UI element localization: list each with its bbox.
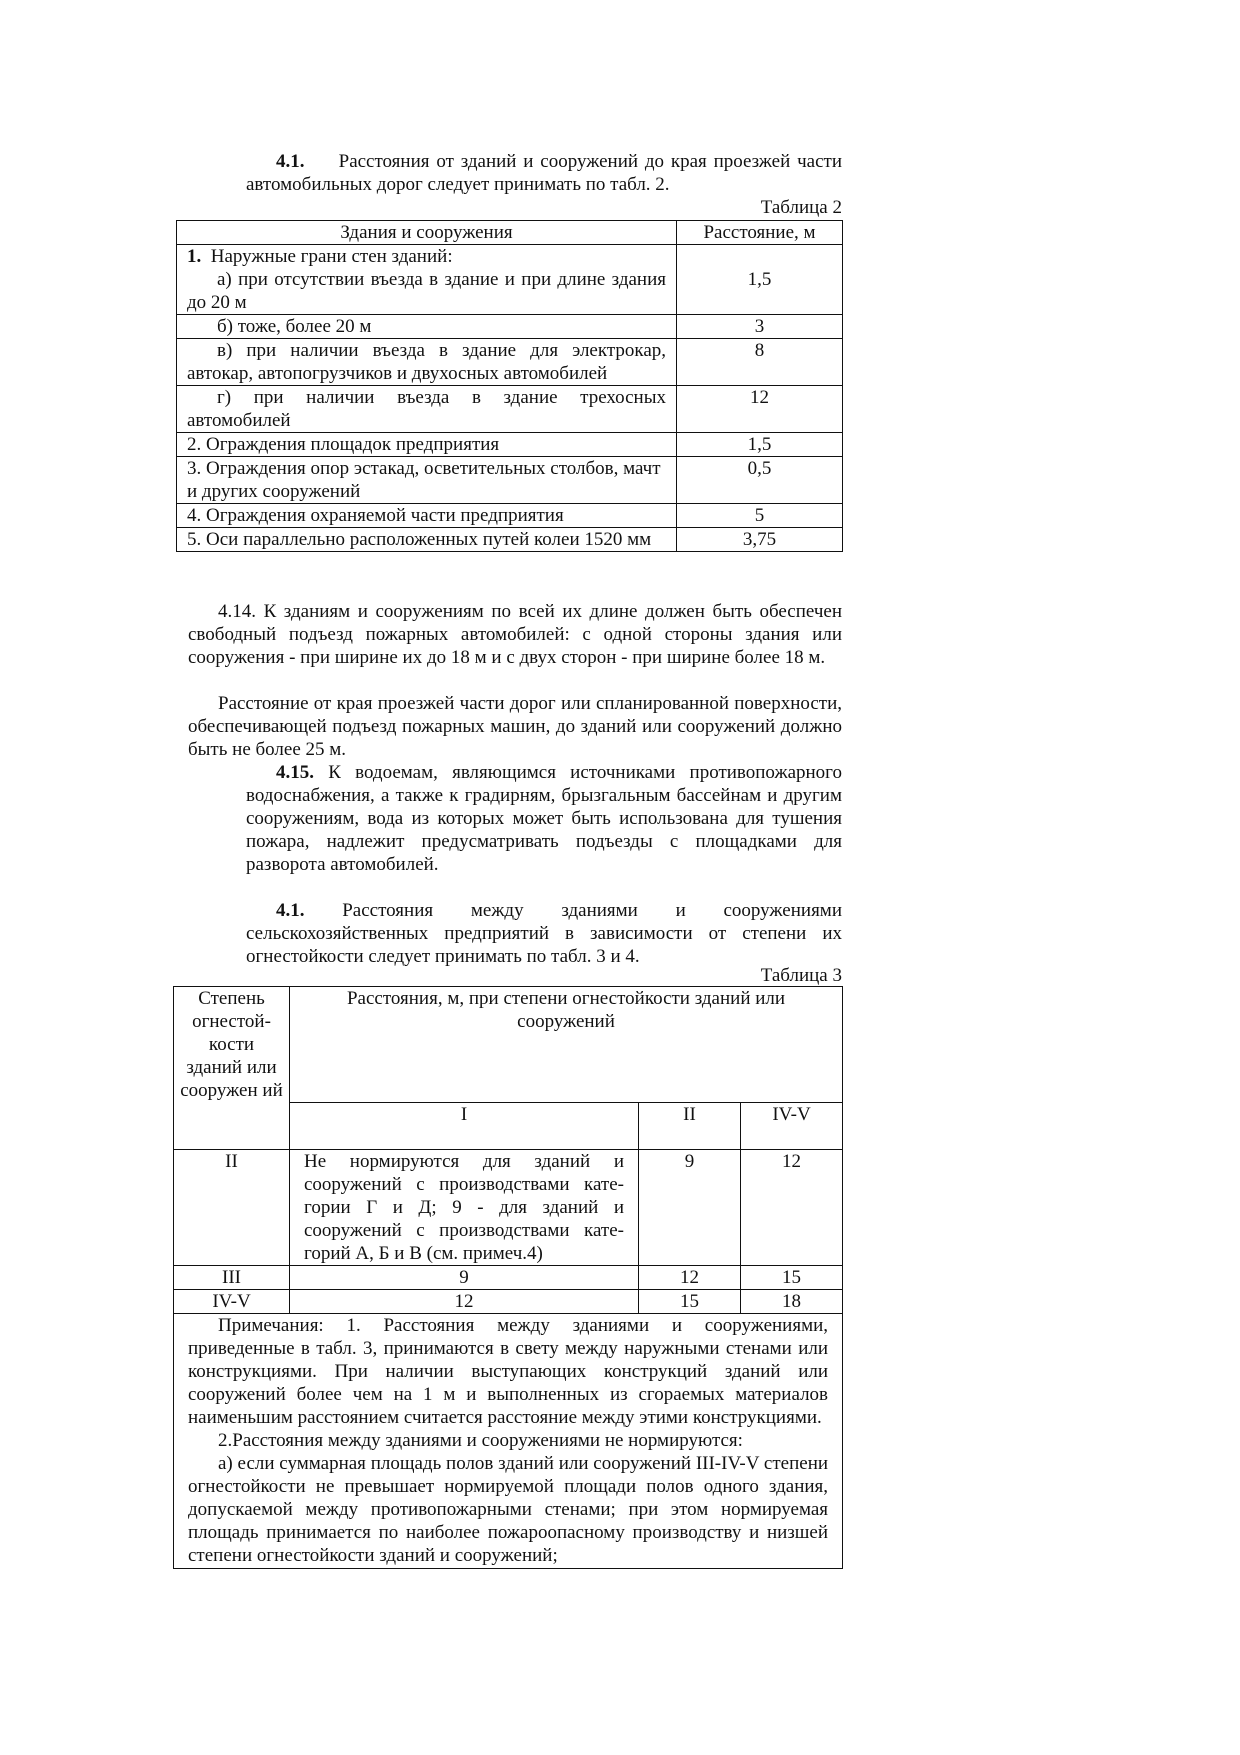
row-5-text: 5. Оси параллельно расположенных путей колеи 1520 мм (177, 528, 677, 552)
table-row (177, 433, 843, 457)
row-4-value: 5 (677, 504, 843, 528)
row-1-title: 1. Наружные грани стен зданий: (187, 246, 453, 267)
paragraph-4-15 (246, 761, 842, 876)
clause-text: Расстояния между зданиями и сооружениями сельскохозяйственных предприятий в зависимости от степени их огнестойкости следует принимать по табл. 3 и 4. (246, 900, 842, 967)
row-3-text: 3. Ограждения опор эстакад, осветительных столбов, мачт и других сооружений (177, 457, 677, 504)
distance-cell-II: 12 (639, 1266, 741, 1290)
clause-number: 4.1. (276, 151, 305, 172)
table-3-header-row (174, 987, 843, 1103)
degree-cell: II (174, 1150, 290, 1266)
distance-cell-IV-V: 18 (741, 1290, 843, 1314)
row-1b-value: 3 (677, 315, 843, 339)
table-2 (176, 220, 843, 552)
table-row (177, 245, 843, 315)
distance-cell-IV-V: 15 (741, 1266, 843, 1290)
row-1c-text: в) при наличии въезда в здание для электрокар, автокар, автопогрузчиков и двухосных автомобилей (177, 339, 677, 386)
clause-number: 4.1. (276, 900, 305, 921)
table-2-header-buildings: Здания и сооружения (177, 221, 677, 245)
table-row (177, 386, 843, 433)
table-2-header-distance: Расстояние, м (677, 221, 843, 245)
row-3-value: 0,5 (677, 457, 843, 504)
paragraph-4-14: 4.14. К зданиям и сооружениям по всей их длине должен быть обеспечен свободный подъезд пожарных автомобилей: с одной стороны здания или сооружения - при ширине их до 18 м и с двух сторон - при ширине более 18 м. (188, 601, 842, 668)
table-3-header-degree: Степень огнестой-кости зданий или сооружен ий (174, 987, 290, 1150)
row-1c-value: 8 (677, 339, 843, 386)
subheader-IV-V: IV-V (741, 1103, 843, 1150)
degree-cell: IV-V (174, 1290, 290, 1314)
table-row (174, 1266, 843, 1290)
row-5-value: 3,75 (677, 528, 843, 552)
row-4-text: 4. Ограждения охраняемой части предприятия (177, 504, 677, 528)
row-1d-text: г) при наличии въезда в здание трехосных автомобилей (177, 386, 677, 433)
table-2-caption: Таблица 2 (760, 197, 842, 218)
row-1a-value: 1,5 (677, 245, 843, 315)
table-3-caption: Таблица 3 (760, 965, 842, 986)
table-row (177, 339, 843, 386)
table-row (174, 1290, 843, 1314)
distance-cell-II: 15 (639, 1290, 741, 1314)
table-row (174, 1150, 843, 1266)
note-2a: а) если суммарная площадь полов зданий или сооружений III-IV-V степени огнестойкости не превышает нормируемой площади полов одного здания, допускаемой между противопожарными стенами; при этом нормируемая площадь принимается по наиболее пожароопасному производству и низшей степени огнестойкости зданий и сооружений; (188, 1453, 829, 1566)
clause-number: 4.15. (276, 762, 314, 783)
subheader-II: II (639, 1103, 741, 1150)
clause-text: К водоемам, являющимся источниками противопожарного водоснабжения, а также к градирням, брызгальным бассейнам и другим сооружениям, вода из которых может быть использована для тушения пожара, надлежит предусматривать подъезды с площадками для разворота автомобилей. (246, 762, 842, 875)
table-3-notes-row (174, 1314, 843, 1569)
row-2-value: 1,5 (677, 433, 843, 457)
row-2-text: 2. Ограждения площадок предприятия (177, 433, 677, 457)
distance-cell-I: 9 (290, 1266, 639, 1290)
table-2-header-row (177, 221, 843, 245)
table-3 (173, 986, 843, 1569)
distance-cell-I: Не нормируются для зданий и сооружений с производствами кате-гории Г и Д; 9 - для зданий и сооружений с производствами кате-горий А, Б и В (см. примеч.4) (290, 1150, 639, 1266)
subheader-I: I (290, 1103, 639, 1150)
row-1a-text: а) при отсутствии въезда в здание и при длине здания до 20 м (187, 269, 666, 313)
table-row (177, 315, 843, 339)
row-1d-value: 12 (677, 386, 843, 433)
distance-cell-IV-V: 12 (741, 1150, 843, 1266)
table-row (177, 528, 843, 552)
clause-text: Расстояния от зданий и сооружений до края проезжей части автомобильных дорог следует принимать по табл. 2. (246, 151, 842, 195)
distance-cell-II: 9 (639, 1150, 741, 1266)
table-row (177, 504, 843, 528)
distance-cell-I: 12 (290, 1290, 639, 1314)
table-row (177, 457, 843, 504)
degree-cell: III (174, 1266, 290, 1290)
note-2: 2.Расстояния между зданиями и сооружениями не нормируются: (218, 1430, 743, 1451)
paragraph-4-14-distance: Расстояние от края проезжей части дорог или спланированной поверхности, обеспечивающей подъезд пожарных машин, до зданий или сооружений должно быть не более 25 м. (188, 693, 842, 760)
paragraph-4-1-roads (246, 150, 842, 196)
note-1: Примечания: 1. Расстояния между зданиями и сооружениями, приведенные в табл. 3, принимаются в свету между наружными стенами или конструкциями. При наличии выступающих конструкций зданий или сооружений более чем на 1 м и выполненных из сгораемых материалов наименьшим расстоянием считается расстояние между этими конструкциями. (188, 1315, 829, 1428)
table-3-header-span: Расстояния, м, при степени огнестойкости зданий или сооружений (290, 987, 843, 1103)
paragraph-4-1-distances (246, 899, 842, 968)
row-1b-text: б) тоже, более 20 м (177, 315, 677, 339)
